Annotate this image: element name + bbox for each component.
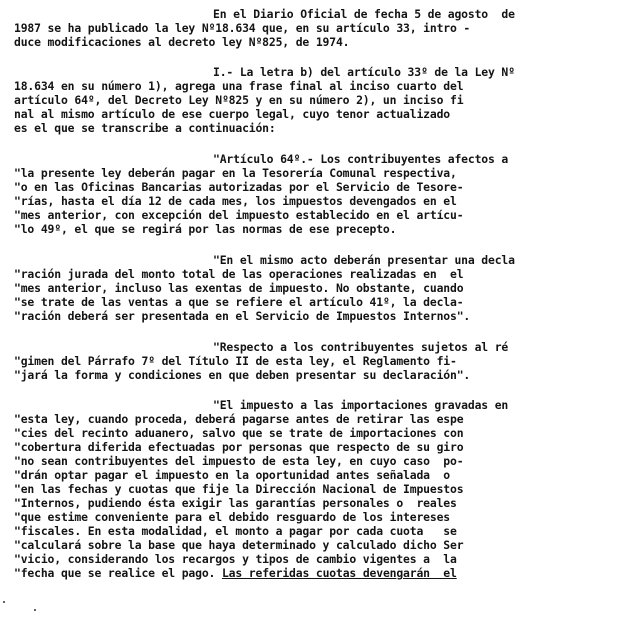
text-line: "Internos, pudiendo ésta exigir las garantías personales o reales (14, 496, 457, 510)
text-line: 18.634 en su número 1), agrega una frase final al inciso cuarto del (14, 79, 464, 93)
text-line: "no sean contribuyentes del impuesto de esta ley, en cuyo caso po- (14, 454, 464, 468)
text-line: "Artículo 64º.- Los contribuyentes afectos a (213, 152, 509, 166)
text-line: "gimen del Párrafo 7º del Título II de esta ley, el Reglamento fi- (14, 354, 457, 368)
text-line-start: "fecha que se realice el pago. (14, 566, 222, 580)
text-line: "esta ley, cuando proceda, deberá pagarse antes de retirar las espe (14, 412, 464, 426)
text-line: "calculará sobre la base que haya determinado y calculado dicho Ser (14, 538, 464, 552)
text-line: es el que se transcribe a continuación: (14, 121, 276, 135)
text-line: artículo 64º, del Decreto Ley Nº825 y en su número 2), un inciso fi (14, 93, 464, 107)
text-line: "mes anterior, con excepción del impuesto establecido en el artícu- (14, 208, 464, 222)
text-line: "ración deberá ser presentada en el Servicio de Impuestos Internos". (14, 309, 471, 323)
text-line: "se trate de las ventas a que se refiere el artículo 41º, la decla- (14, 295, 464, 309)
text-line: duce modificaciones al decreto ley Nº825, de 1974. (14, 35, 350, 49)
text-line: "cies del recinto aduanero, salvo que se trate de importaciones con (14, 426, 464, 440)
text-line: "En el mismo acto deberán presentar una decla (213, 253, 515, 267)
text-line: "vicio, considerando los recargos y tipos de cambio vigentes a la (14, 552, 457, 566)
text-line: "que estime conveniente para el debido resguardo de los intereses (14, 510, 451, 524)
text-line: "rías, hasta el día 12 de cada mes, los impuestos devengados en el (14, 194, 457, 208)
text-line: "lo 49º, el que se regirá por las normas de ese precepto. (14, 222, 397, 236)
text-line: "en las fechas y cuotas que fije la Dirección Nacional de Impuestos (14, 482, 464, 496)
text-line: "jará la forma y condiciones en que deben presentar su declaración". (14, 368, 471, 382)
text-line: En el Diario Oficial de fecha 5 de agosto de (213, 7, 515, 21)
text-line: "ración jurada del monto total de las operaciones realizadas en el (14, 267, 464, 281)
underlined-text: Las referidas cuotas devengarán el (221, 566, 457, 580)
text-line: "fiscales. En esta modalidad, el monto a pagar por cada cuota se (14, 524, 457, 538)
scan-speck (3, 601, 5, 603)
text-line: 1987 se ha publicado la ley Nº18.634 que, en su artículo 33, intro - (14, 21, 471, 35)
text-line: "la presente ley deberán pagar en la Tesorería Comunal respectiva, (14, 166, 457, 180)
scan-speck (34, 609, 36, 611)
text-line: nal al mismo artículo de ese cuerpo legal, cuyo tenor actualizado (14, 107, 451, 121)
text-line: I.- La letra b) del artículo 33º de la Ley Nº (213, 65, 515, 79)
text-line (14, 566, 457, 580)
text-line: "mes anterior, incluso las exentas de impuesto. No obstante, cuando (14, 281, 464, 295)
text-line: "o en las Oficinas Bancarias autorizadas por el Servicio de Tesore- (14, 180, 464, 194)
text-line: "Respecto a los contribuyentes sujetos al ré (213, 340, 509, 354)
text-line: "El impuesto a las importaciones gravadas en (213, 398, 509, 412)
text-line: "cobertura diferida efectuadas por personas que respecto de su giro (14, 440, 464, 454)
text-line: "drán optar pagar el impuesto en la oportunidad antes señalada o (14, 468, 451, 482)
